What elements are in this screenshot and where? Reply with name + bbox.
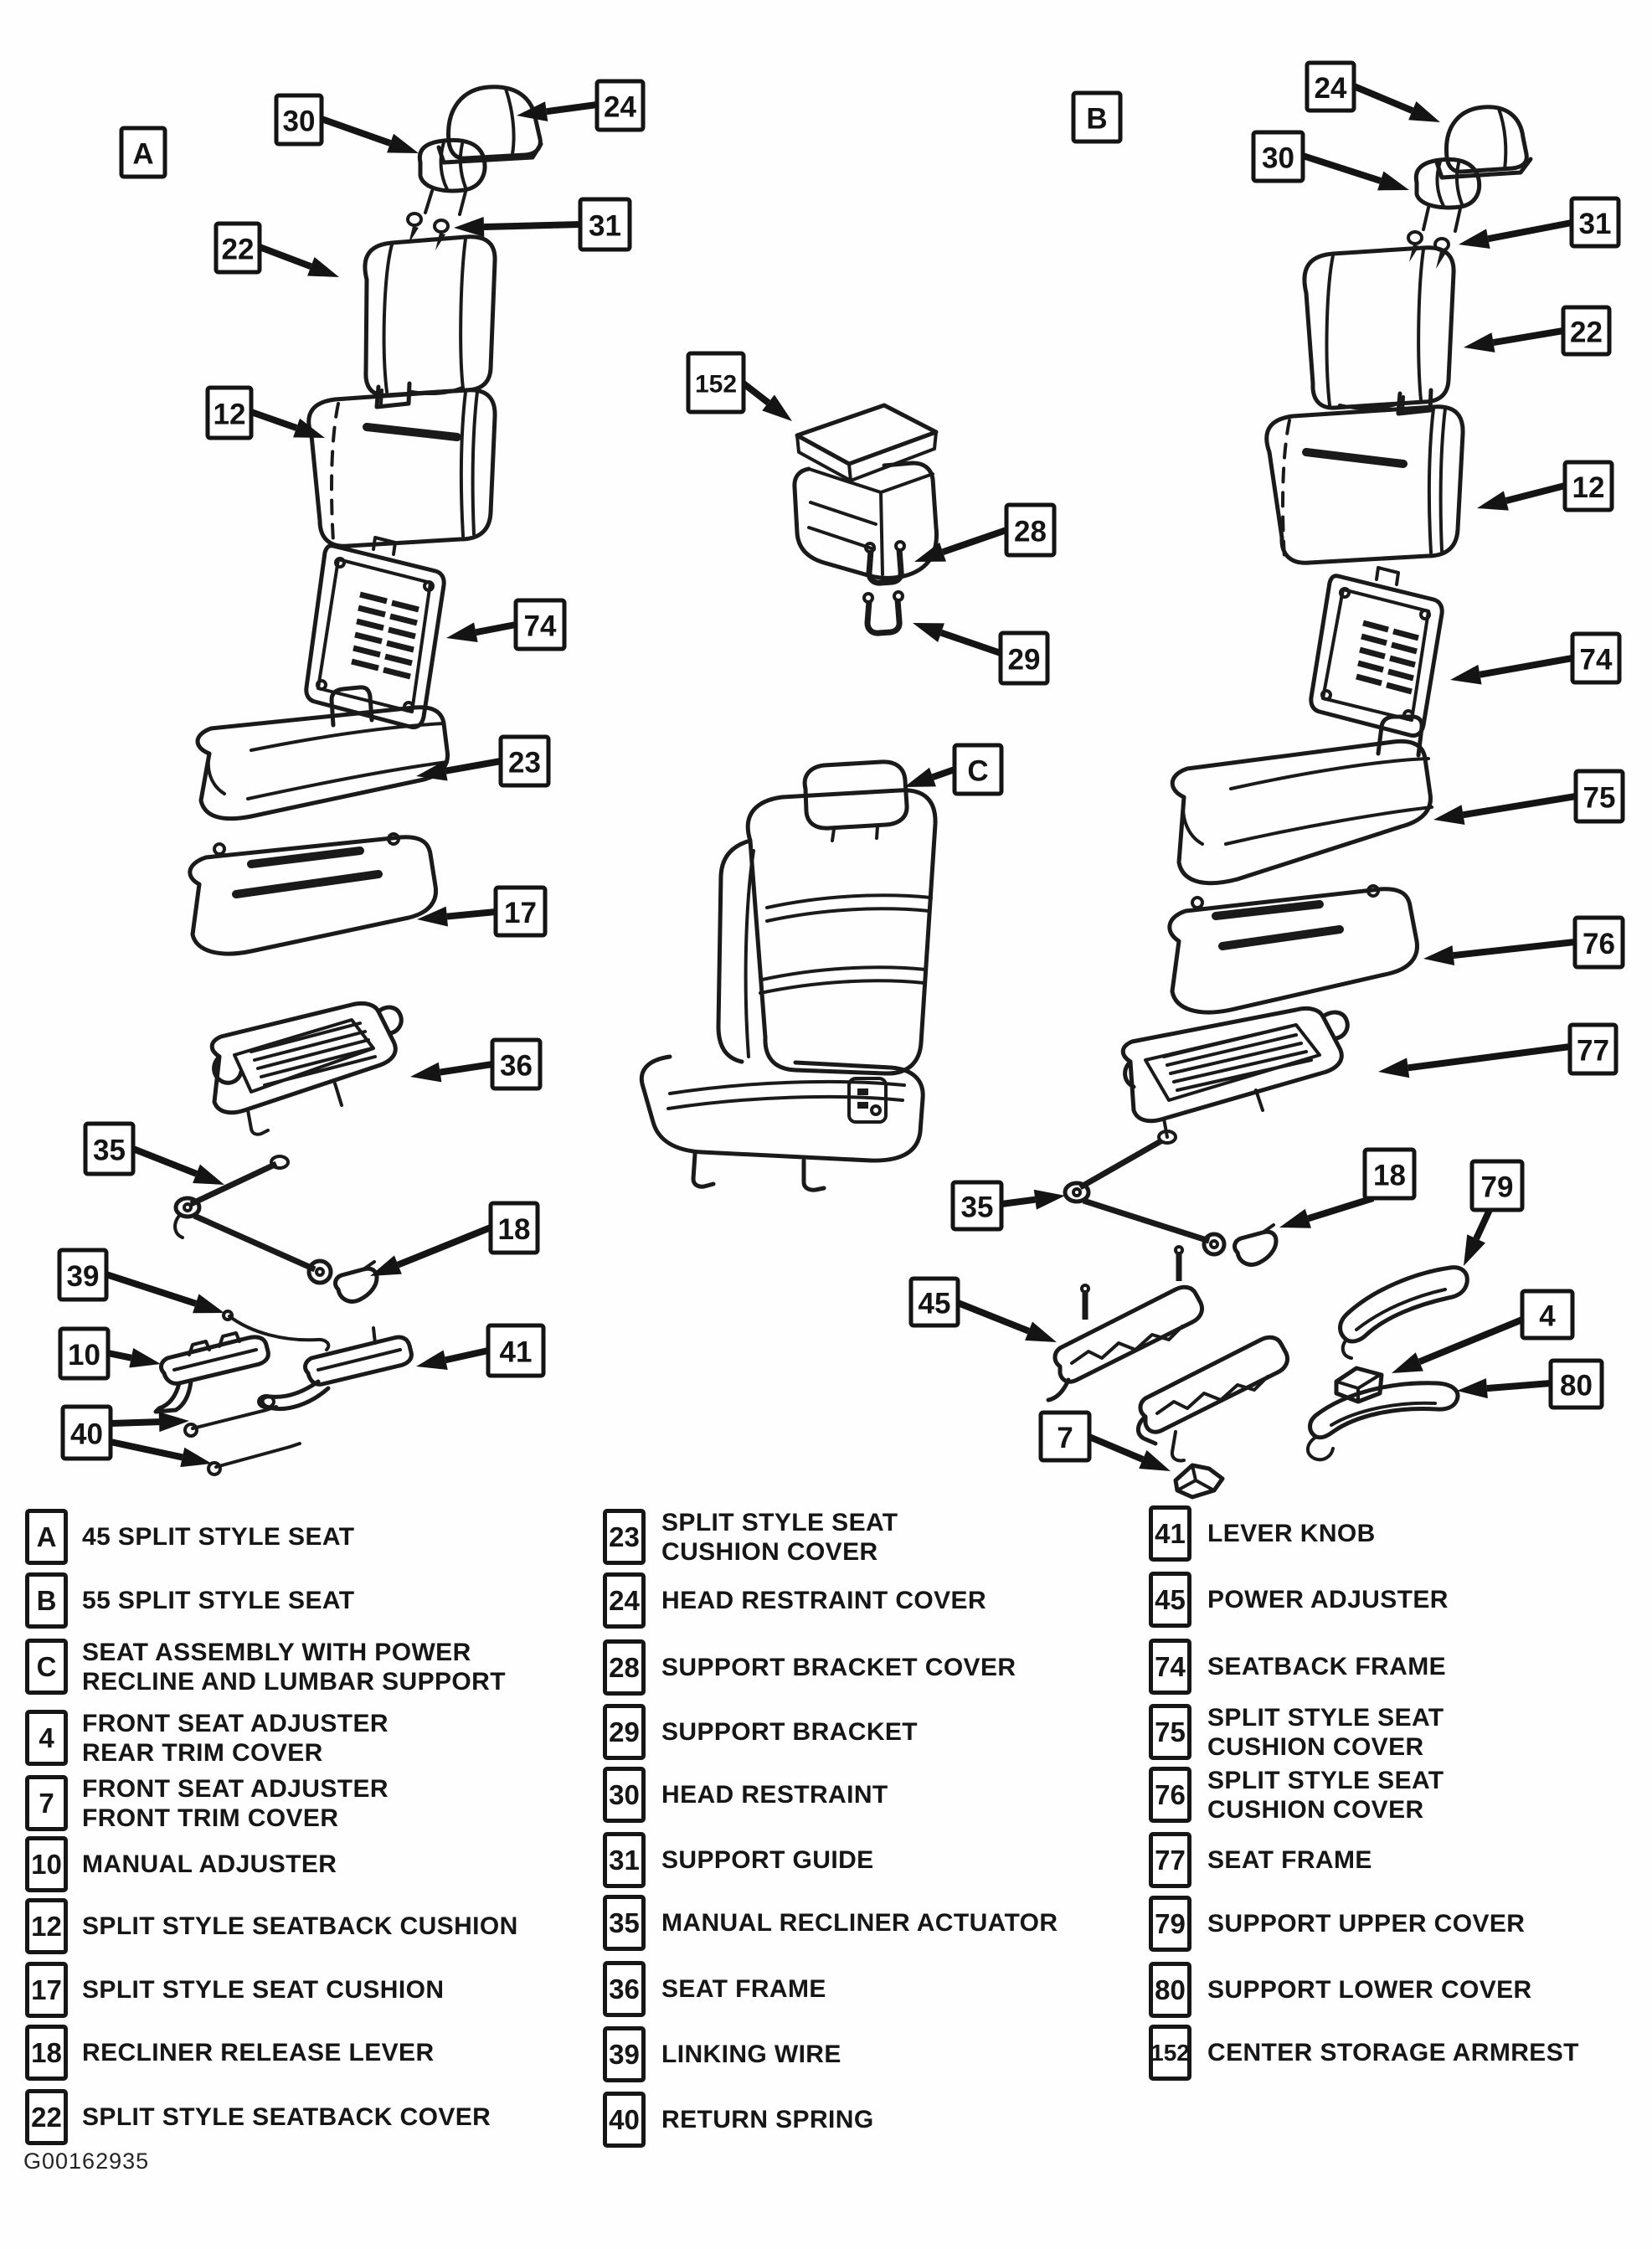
callout-number-C: C bbox=[967, 754, 989, 788]
legend-label-A: 45 SPLIT STYLE SEAT bbox=[82, 1523, 355, 1551]
legend-key-74: 74 bbox=[1149, 1639, 1191, 1695]
legend-key-36: 36 bbox=[603, 1961, 646, 2017]
callout-number-35: 35 bbox=[93, 1134, 126, 1167]
callout-number-28: 28 bbox=[1014, 515, 1047, 548]
legend-key-22: 22 bbox=[25, 2089, 68, 2145]
legend-key-79: 79 bbox=[1149, 1896, 1191, 1952]
callout-number-40: 40 bbox=[70, 1418, 103, 1451]
figure-id: G00162935 bbox=[23, 2149, 150, 2174]
callout-number-76: 76 bbox=[1583, 928, 1615, 960]
callout-number-22: 22 bbox=[221, 233, 255, 266]
legend-label-74: SEATBACK FRAME bbox=[1207, 1653, 1447, 1680]
legend-label-30: HEAD RESTRAINT bbox=[661, 1781, 888, 1809]
legend-label-29: SUPPORT BRACKET bbox=[661, 1718, 919, 1746]
legend-label-31: SUPPORT GUIDE bbox=[661, 1846, 874, 1874]
callout-number-80: 80 bbox=[1560, 1369, 1593, 1402]
legend-label-C: SEAT ASSEMBLY WITH POWER RECLINE AND LUMBAR SUPPORT bbox=[82, 1638, 506, 1696]
legend-key-75: 75 bbox=[1149, 1704, 1191, 1760]
legend-key-40: 40 bbox=[603, 2092, 646, 2148]
legend-label-76: SPLIT STYLE SEAT CUSHION COVER bbox=[1207, 1766, 1444, 1824]
legend-key-28: 28 bbox=[603, 1639, 646, 1696]
callout-number-45: 45 bbox=[918, 1287, 951, 1320]
callout-number-79: 79 bbox=[1480, 1171, 1514, 1204]
callout-number-74: 74 bbox=[523, 610, 557, 643]
legend-label-23: SPLIT STYLE SEAT CUSHION COVER bbox=[661, 1508, 898, 1566]
callout-number-35: 35 bbox=[960, 1191, 994, 1224]
legend-label-24: HEAD RESTRAINT COVER bbox=[661, 1587, 987, 1614]
legend-key-23: 23 bbox=[603, 1509, 646, 1565]
legend-label-17: SPLIT STYLE SEAT CUSHION bbox=[82, 1976, 445, 2004]
legend-label-77: SEAT FRAME bbox=[1207, 1846, 1372, 1874]
legend-label-36: SEAT FRAME bbox=[661, 1975, 826, 2003]
legend-key-10: 10 bbox=[25, 1836, 68, 1892]
legend-label-12: SPLIT STYLE SEATBACK CUSHION bbox=[82, 1912, 518, 1940]
legend-key-A: A bbox=[25, 1509, 68, 1565]
callout-number-75: 75 bbox=[1583, 781, 1616, 815]
legend-key-17: 17 bbox=[25, 1962, 68, 2018]
callout-number-18: 18 bbox=[1373, 1159, 1406, 1192]
callout-number-22: 22 bbox=[1570, 316, 1603, 349]
callout-number-41: 41 bbox=[499, 1336, 533, 1369]
legend-key-41: 41 bbox=[1149, 1505, 1191, 1562]
legend-label-B: 55 SPLIT STYLE SEAT bbox=[82, 1587, 355, 1614]
legend-label-35: MANUAL RECLINER ACTUATOR bbox=[661, 1909, 1058, 1937]
legend-key-39: 39 bbox=[603, 2026, 646, 2082]
callout-number-18: 18 bbox=[497, 1213, 531, 1246]
callout-number-31: 31 bbox=[1578, 208, 1612, 240]
callout-number-24: 24 bbox=[1314, 72, 1347, 105]
legend-key-7: 7 bbox=[25, 1775, 68, 1831]
legend-key-4: 4 bbox=[25, 1710, 68, 1766]
legend-key-18: 18 bbox=[25, 2025, 68, 2081]
legend-label-45: POWER ADJUSTER bbox=[1207, 1586, 1449, 1613]
callout-number-152: 152 bbox=[694, 370, 738, 399]
legend-label-79: SUPPORT UPPER COVER bbox=[1207, 1910, 1526, 1938]
legend-key-B: B bbox=[25, 1572, 68, 1629]
legend-key-76: 76 bbox=[1149, 1767, 1191, 1823]
callout-number-29: 29 bbox=[1007, 643, 1041, 677]
callout-number-30: 30 bbox=[282, 105, 316, 138]
callout-number-12: 12 bbox=[1572, 471, 1605, 504]
legend-key-C: C bbox=[25, 1639, 68, 1695]
legend-key-35: 35 bbox=[603, 1895, 646, 1951]
legend-key-80: 80 bbox=[1149, 1962, 1191, 2018]
legend-label-22: SPLIT STYLE SEATBACK COVER bbox=[82, 2103, 491, 2131]
legend-key-77: 77 bbox=[1149, 1832, 1191, 1888]
legend-key-29: 29 bbox=[603, 1704, 646, 1760]
callout-number-17: 17 bbox=[504, 897, 537, 929]
legend-label-80: SUPPORT LOWER COVER bbox=[1207, 1976, 1532, 2004]
callout-number-A: A bbox=[132, 137, 154, 171]
callout-number-4: 4 bbox=[1539, 1299, 1556, 1333]
legend-label-10: MANUAL ADJUSTER bbox=[82, 1850, 337, 1878]
callout-number-31: 31 bbox=[589, 209, 621, 243]
callout-number-30: 30 bbox=[1262, 142, 1294, 175]
legend-key-31: 31 bbox=[603, 1832, 646, 1888]
callout-number-36: 36 bbox=[500, 1049, 533, 1083]
callout-number-7: 7 bbox=[1057, 1422, 1073, 1454]
callout-number-39: 39 bbox=[66, 1260, 100, 1293]
legend-label-4: FRONT SEAT ADJUSTER REAR TRIM COVER bbox=[82, 1709, 389, 1767]
legend-label-152: CENTER STORAGE ARMREST bbox=[1207, 2039, 1579, 2066]
callout-number-12: 12 bbox=[213, 398, 246, 431]
legend-key-45: 45 bbox=[1149, 1572, 1191, 1628]
legend-key-30: 30 bbox=[603, 1767, 646, 1823]
legend-key-12: 12 bbox=[25, 1898, 68, 1954]
callout-number-B: B bbox=[1086, 102, 1108, 136]
legend-label-41: LEVER KNOB bbox=[1207, 1520, 1376, 1547]
legend-label-39: LINKING WIRE bbox=[661, 2041, 841, 2068]
callout-number-24: 24 bbox=[604, 90, 636, 124]
callout-number-74: 74 bbox=[1579, 643, 1613, 677]
legend-label-40: RETURN SPRING bbox=[661, 2106, 874, 2133]
callout-number-77: 77 bbox=[1577, 1034, 1609, 1068]
callout-number-23: 23 bbox=[508, 746, 541, 780]
callout-number-10: 10 bbox=[68, 1339, 100, 1372]
legend-key-152: 152 bbox=[1149, 2025, 1191, 2081]
legend-label-28: SUPPORT BRACKET COVER bbox=[661, 1654, 1016, 1681]
legend-label-18: RECLINER RELEASE LEVER bbox=[82, 2039, 435, 2066]
legend-label-7: FRONT SEAT ADJUSTER FRONT TRIM COVER bbox=[82, 1774, 389, 1832]
legend-key-24: 24 bbox=[603, 1572, 646, 1629]
legend-label-75: SPLIT STYLE SEAT CUSHION COVER bbox=[1207, 1703, 1444, 1761]
